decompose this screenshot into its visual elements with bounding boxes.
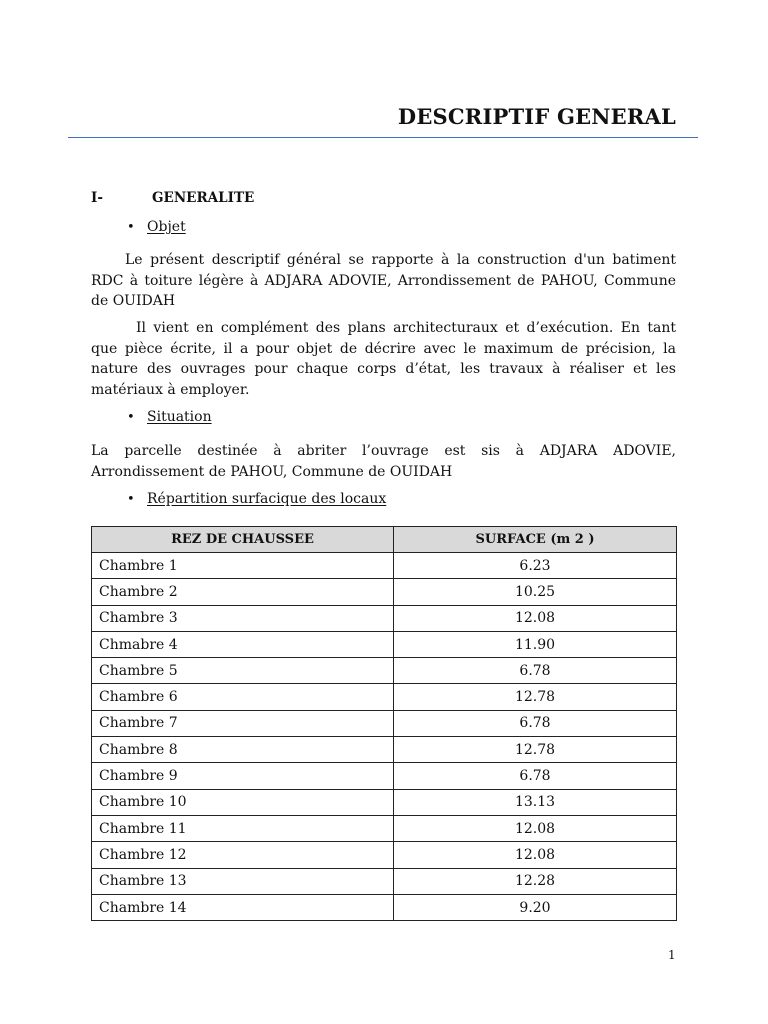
situation-paragraph: La parcelle destinée à abriter l’ouvrage est sis à ADJARA ADOVIE, Arrondissement de PAHOU, Commune de OUIDAH xyxy=(91,443,676,480)
room-name: Chambre 10 xyxy=(92,789,394,815)
room-name: Chambre 1 xyxy=(92,553,394,579)
room-name: Chambre 8 xyxy=(92,737,394,763)
table-row xyxy=(92,605,677,631)
bullet-icon: • xyxy=(127,220,135,235)
bullet-objet xyxy=(127,219,186,235)
table-row xyxy=(92,684,677,710)
bullet-situation xyxy=(127,409,212,425)
room-surface: 12.08 xyxy=(394,842,677,868)
table-row xyxy=(92,737,677,763)
room-surface: 9.20 xyxy=(394,894,677,920)
room-surface: 12.78 xyxy=(394,684,677,710)
bullet-icon: • xyxy=(127,492,135,507)
page-number: 1 xyxy=(668,948,676,962)
room-name: Chambre 11 xyxy=(92,815,394,841)
room-surface: 13.13 xyxy=(394,789,677,815)
objet-paragraph-1: Le présent descriptif général se rapporte à la construction d'un batiment RDC à toiture légère à ADJARA ADOVIE, Arrondissement de PAHOU, Commune de OUIDAH xyxy=(91,252,676,309)
section-number: I- xyxy=(91,190,103,206)
room-name: Chambre 13 xyxy=(92,868,394,894)
room-surface: 12.08 xyxy=(394,815,677,841)
bullet-label-situation: Situation xyxy=(147,409,212,425)
bullet-repartition xyxy=(127,491,386,507)
bullet-label-objet: Objet xyxy=(147,219,186,235)
table-row xyxy=(92,868,677,894)
room-surface: 6.23 xyxy=(394,553,677,579)
bullet-icon: • xyxy=(127,410,135,425)
room-name: Chmabre 4 xyxy=(92,631,394,657)
room-name: Chambre 6 xyxy=(92,684,394,710)
objet-paragraph-2: Il vient en complément des plans architecturaux et d’exécution. En tant que pièce écrite, il a pour objet de décrire avec le maximum de précision, la nature des ouvrages pour chaque corps d’état, les travaux à réaliser et les matériaux à employer. xyxy=(91,320,676,398)
surface-table xyxy=(91,526,677,921)
room-name: Chambre 2 xyxy=(92,579,394,605)
header-surface: SURFACE (m 2 ) xyxy=(394,527,677,553)
header-rez-de-chaussee: REZ DE CHAUSSEE xyxy=(92,527,394,553)
table-row xyxy=(92,815,677,841)
section-heading xyxy=(91,190,254,206)
table-row xyxy=(92,894,677,920)
room-name: Chambre 5 xyxy=(92,658,394,684)
room-surface: 6.78 xyxy=(394,710,677,736)
table-row xyxy=(92,553,677,579)
room-surface: 6.78 xyxy=(394,763,677,789)
room-name: Chambre 7 xyxy=(92,710,394,736)
page-title: DESCRIPTIF GENERAL xyxy=(397,104,676,129)
table-row xyxy=(92,579,677,605)
room-surface: 12.78 xyxy=(394,737,677,763)
table-row xyxy=(92,763,677,789)
table-row xyxy=(92,658,677,684)
room-surface: 11.90 xyxy=(394,631,677,657)
title-rule xyxy=(68,137,698,138)
room-name: Chambre 3 xyxy=(92,605,394,631)
room-surface: 10.25 xyxy=(394,579,677,605)
room-name: Chambre 14 xyxy=(92,894,394,920)
table-row xyxy=(92,631,677,657)
table-row xyxy=(92,789,677,815)
room-name: Chambre 9 xyxy=(92,763,394,789)
table-row xyxy=(92,710,677,736)
room-surface: 6.78 xyxy=(394,658,677,684)
table-row xyxy=(92,842,677,868)
bullet-label-repartition: Répartition surfacique des locaux xyxy=(147,491,387,507)
section-title: GENERALITE xyxy=(152,190,255,206)
room-surface: 12.08 xyxy=(394,605,677,631)
table-header-row xyxy=(92,527,677,553)
room-surface: 12.28 xyxy=(394,868,677,894)
room-name: Chambre 12 xyxy=(92,842,394,868)
